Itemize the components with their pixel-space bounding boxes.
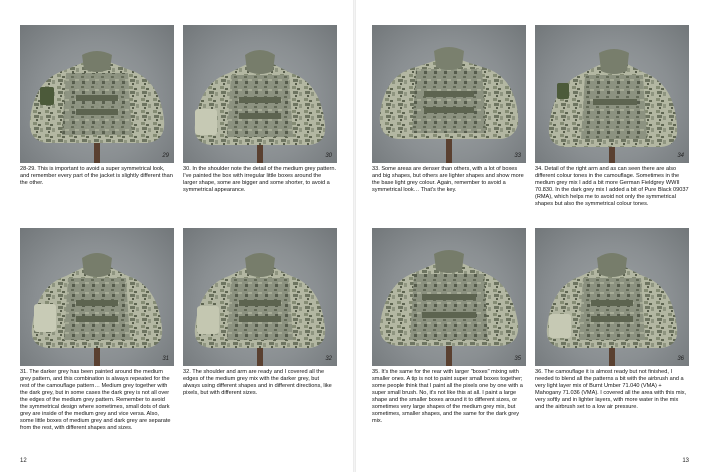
figure-number: 31	[162, 356, 169, 362]
figure-32	[183, 228, 337, 397]
figure-caption: 28-29. This is important to avoid a super symmetrical look, and remember every part of the jacket is slightly different than the other.	[20, 166, 173, 186]
figure-number: 29	[162, 153, 169, 159]
figure-photo-bust-30	[183, 25, 337, 163]
page-gutter	[353, 0, 356, 472]
figure-caption: 30. In the shoulder note the detail of the medium grey pattern. I've painted the box with irregular little boxes around the larger shape, some are bigger and some shorter, to avoid a symmetrical appearance.	[183, 166, 336, 193]
figure-photo-bust-35	[372, 228, 526, 366]
page-number-left: 12	[20, 458, 27, 464]
figure-number: 34	[677, 153, 684, 159]
figure-number: 35	[514, 356, 521, 362]
figure-photo-bust-31	[20, 228, 174, 366]
figure-photo-bust-33	[372, 25, 526, 163]
figure-caption: 31. The darker grey has been painted around the medium grey pattern, and this combination is always repeated for the rest of the camouflage pattern… Medium grey together with the dark grey, but in some cases the dark grey is not all over the edges of the medium grey pattern. Remember to avoid the symmetrical design where sometimes, small dots of dark grey are inside of the medium grey and vice versa. Also, some little boxes of medium grey and dark grey are separate from the rest, with different shapes and sizes.	[20, 369, 171, 431]
figure-29	[20, 25, 174, 187]
figure-photo-bust-34	[535, 25, 689, 163]
figure-caption: 32. The shoulder and arm are ready and I covered all the edges of the medium grey mix with the darker grey, but always using different shapes and in different directions, like pixels, but with different sizes.	[183, 369, 332, 396]
figure-caption: 33. Some areas are denser than others, with a lot of boxes and big shapes, but others are lighter shapes and show more the base light grey colour. Again, remember to avoid a symmetrical look… That's the key.	[372, 166, 524, 193]
figure-number: 30	[325, 153, 332, 159]
figure-33	[372, 25, 526, 194]
figure-34	[535, 25, 689, 208]
figure-number: 33	[514, 153, 521, 159]
figure-number: 32	[325, 356, 332, 362]
figure-30	[183, 25, 337, 194]
figure-number: 36	[677, 356, 684, 362]
figure-caption: 36. The camouflage it is almost ready but not finished, I needed to blend all the patterns a bit with the airbrush and a very light layer mix of Burnt Umber 71.040 (VMA) + Mahogany 71.036 (VMA). I covered all the area with this mix, very softly and in lighter layers, with more water in the mix and the airbrush set to a low air pressure.	[535, 369, 687, 410]
figure-photo-bust-36	[535, 228, 689, 366]
figure-36	[535, 228, 689, 411]
figure-photo-bust-32	[183, 228, 337, 366]
figure-photo-bust-29	[20, 25, 174, 163]
figure-caption: 34. Detail of the right arm and as can seen there are also different colour tones in the camouflage. Sometimes in the medium grey mix I add a bit more German Fieldgrey WWII 70.830. In the dark grey mix I added a bit of Pure Black 09037 (RMA), which helps me to avoid not only the symmetrical shapes but also the symmetrical colour tones.	[535, 166, 689, 207]
page-number-right: 13	[682, 458, 689, 464]
figure-35	[372, 228, 526, 425]
figure-caption: 35. It's the same for the rear with larger "boxes" mixing with smaller ones. A tip is not to paint super small boxes together; some people think that I paint all the pixels one by one with a super small brush. No, it's not like this at all. I paint a large shape and the smaller boxes around it to different sizes, or sometimes very large shapes of the medium grey mix, but sometimes, smaller shapes, and the same for the dark grey mix.	[372, 369, 523, 424]
figure-31	[20, 228, 174, 432]
